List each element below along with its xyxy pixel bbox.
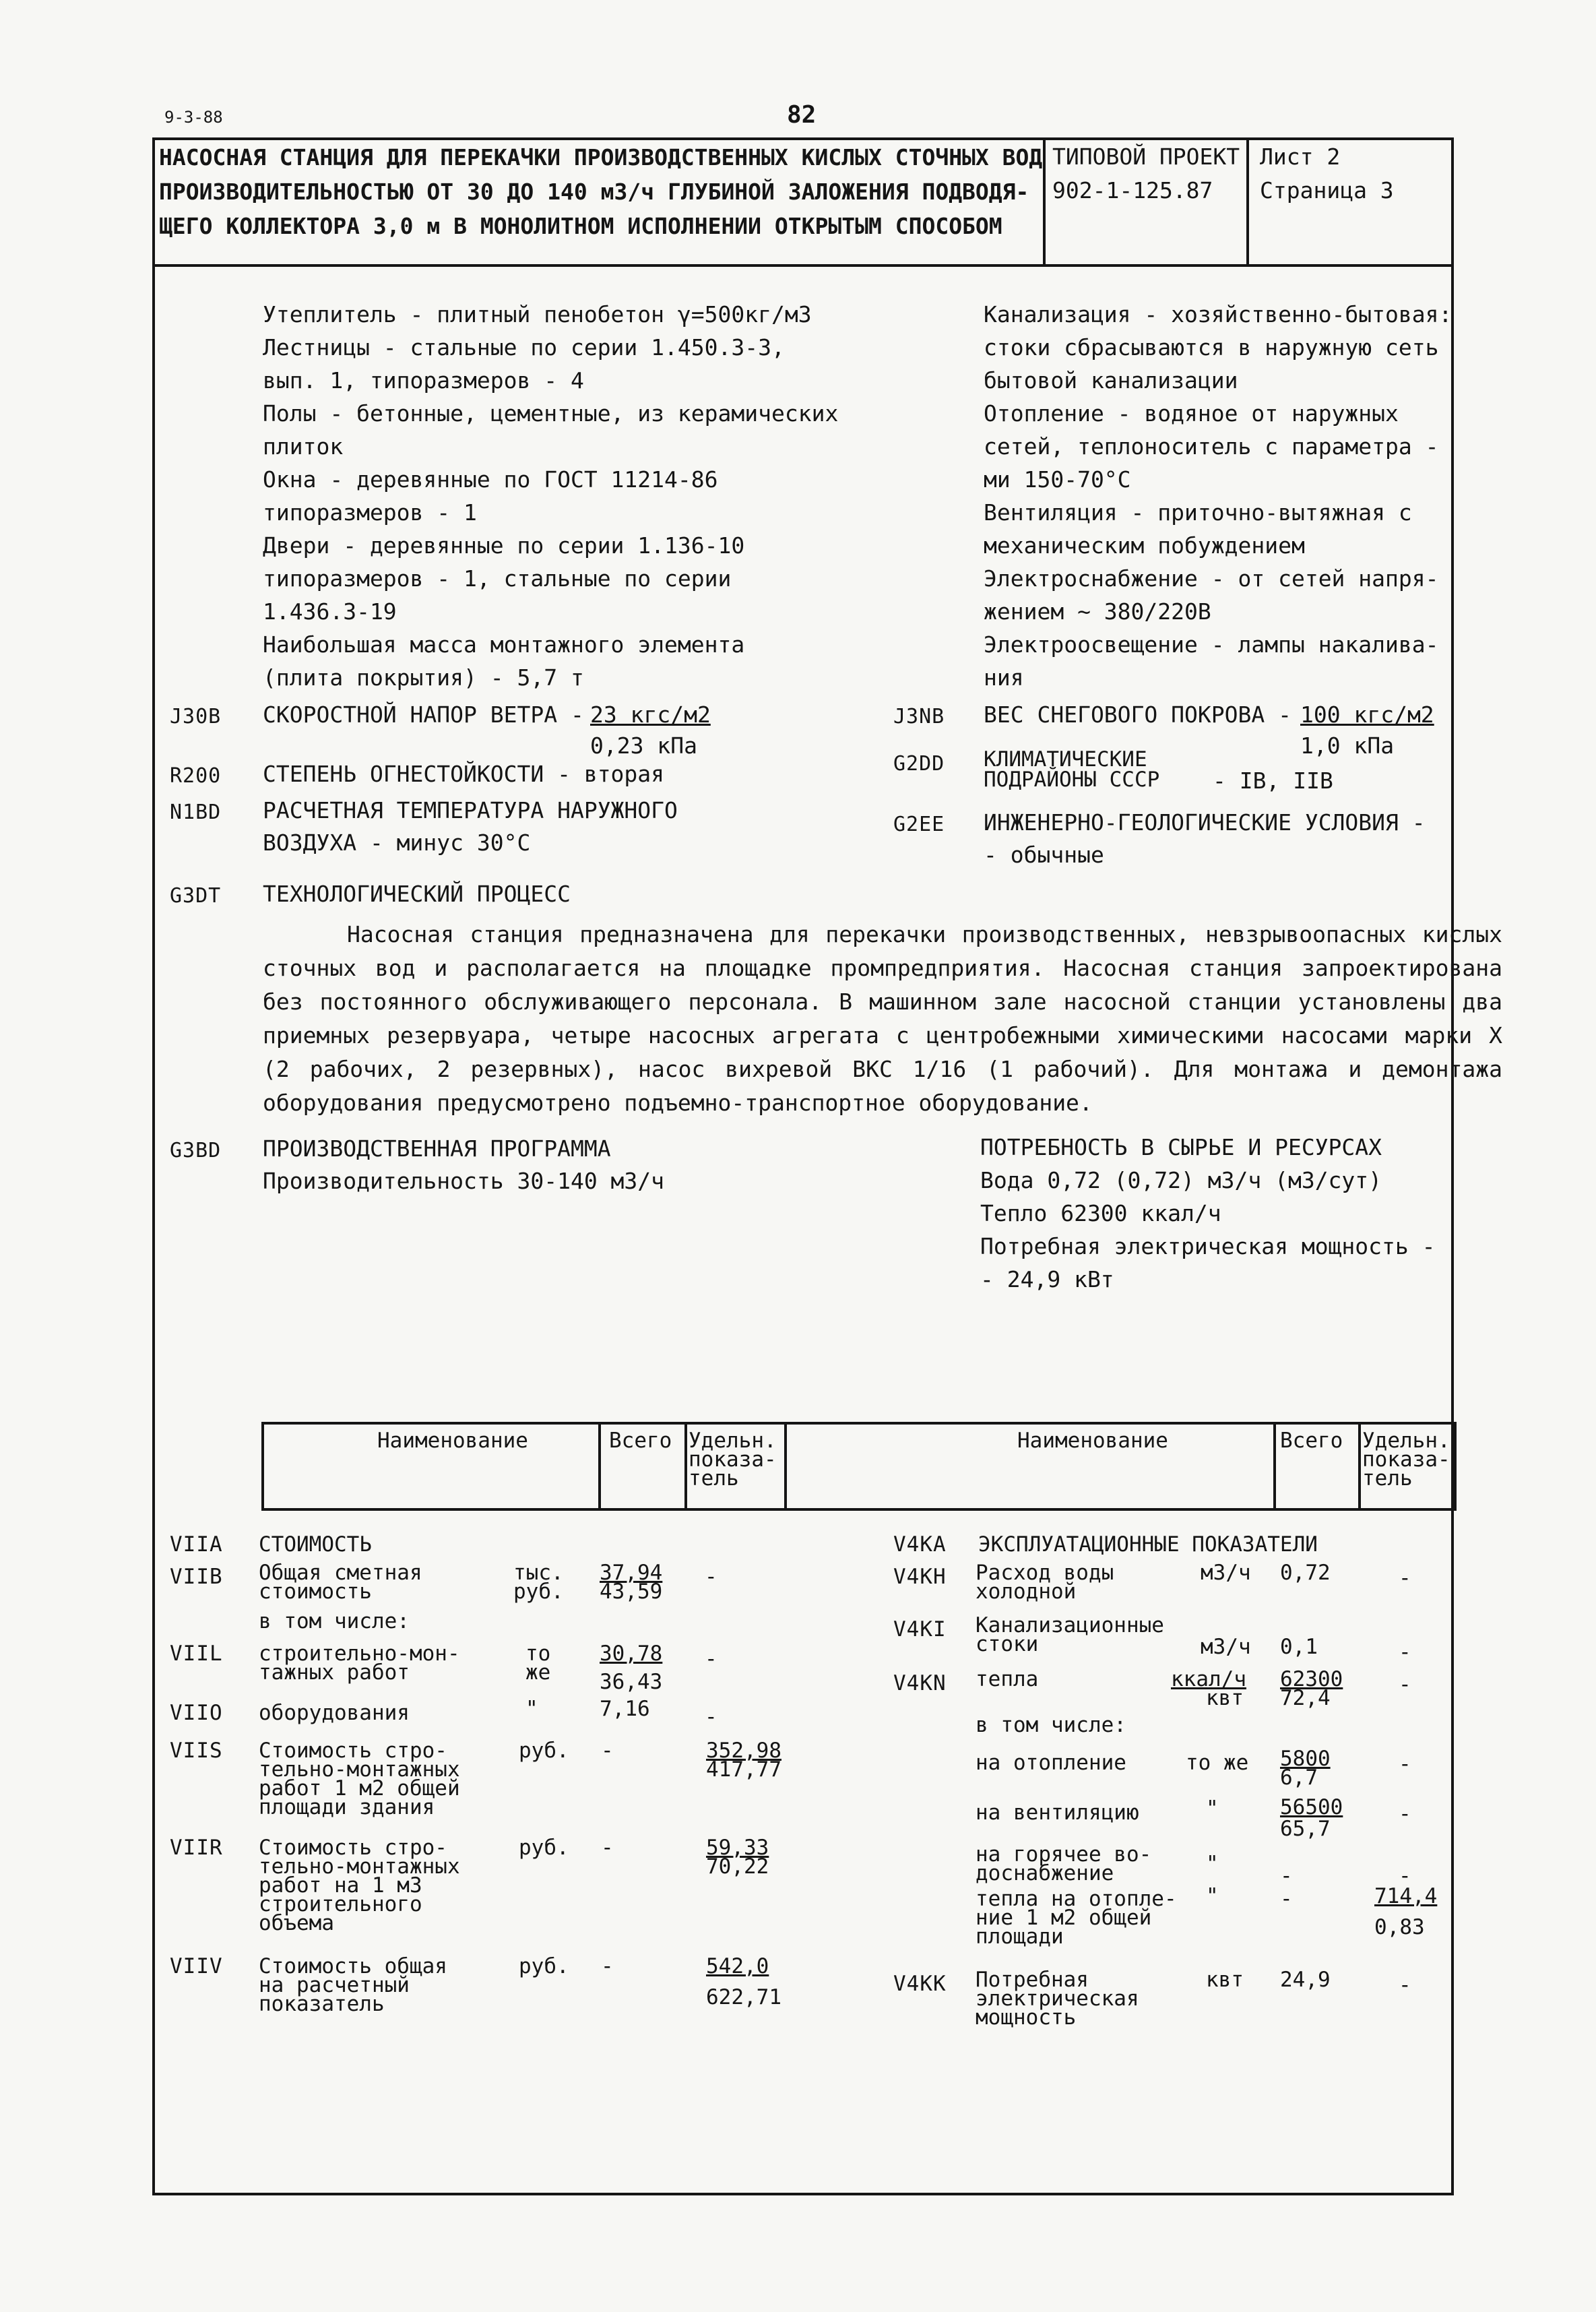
services-line: ния [984,664,1024,691]
exploitation-heading-code: V4KA [893,1532,947,1557]
table-row-total: 6,7 [1280,1766,1318,1790]
materials-line: вып. 1, типоразмеров - 4 [263,367,584,394]
table-row-name: работ на 1 м3 [259,1873,422,1898]
services-list [984,298,1452,694]
wind-code: J30B [170,705,222,728]
table-row-name: ние 1 м2 общей [976,1906,1152,1930]
table-row-unit: ккал/ч [1171,1667,1246,1691]
table-row-specific: 622,71 [706,1985,781,2009]
title-block-divider [152,264,1451,267]
table-row-name: объема [259,1911,334,1935]
materials-line: Наибольшая масса монтажного элемента [263,631,745,658]
cost-heading-code: VIIA [170,1532,223,1557]
table-row-name: работ 1 м2 общей [259,1776,460,1801]
climate-label-1: КЛИМАТИЧЕСКИЕ [984,747,1147,772]
table-row-code: V4KI [893,1617,947,1642]
table-row-total: 0,72 [1280,1561,1331,1585]
table-row-name: Стоимость стро- [259,1739,447,1763]
table-row-name: на вентиляцию [976,1801,1139,1825]
temp-label-1: РАСЧЕТНАЯ ТЕМПЕРАТУРА НАРУЖНОГО [263,797,678,823]
table-row-specific: 352,98 [706,1739,781,1763]
table-row-specific: - [705,1705,717,1729]
materials-line: типоразмеров - 1 [263,499,477,526]
process-text: Насосная станция предназначена для перекачки производственных, невзрывоопасных кислых сточных вод и располагается на площадке промпредприятия. Насосная станция запроектирована без постоянного обслуживающего персонала. В машинном зале насосной станции установлены два приемных резервуара, четыре насосных агрегата с центробежными химическими насосами марки Х (2 рабочих, 2 резервных), насос вихревой ВКС 1/16 (1 рабочий). Для монтажа и демонтажа оборудования предусмотрено подъемно-транспортное оборудование. [263,921,1502,1116]
resources-line: Вода 0,72 (0,72) м3/ч (м3/сут) [980,1167,1382,1193]
table-row-code: VIIS [170,1739,223,1763]
table-row-name: строительного [259,1892,422,1916]
table-row-unit: руб. [519,1739,569,1763]
table-row-name: тельно-монтажных [259,1757,460,1782]
table-row-total: 72,4 [1280,1686,1331,1710]
table-row-specific: 417,77 [706,1757,781,1782]
table-row-name: Стоимость стро- [259,1836,447,1860]
table-row-total: - [1280,1864,1293,1888]
table-row-name: тельно-монтажных [259,1854,460,1879]
table-row-total: 36,43 [600,1670,663,1694]
table-row-total: - [601,1739,614,1763]
table-row-specific: 714,4 [1374,1884,1438,1908]
table-row-unit: руб. [519,1836,569,1860]
table-row-name: на расчетный [259,1973,410,1997]
header-total-right: Всего [1280,1429,1343,1453]
table-row-code: VIIB [170,1565,223,1589]
materials-list [263,298,838,694]
geo-label-1: ИНЖЕНЕРНО-ГЕОЛОГИЧЕСКИЕ УСЛОВИЯ - [984,809,1426,836]
climate-value: - IВ, IIВ [1213,768,1333,794]
table-row-specific: - [1399,1864,1411,1888]
table-row-total: - [601,1836,614,1860]
table-row-name: на отопление [976,1751,1126,1775]
table-row-code: VIIR [170,1836,223,1860]
table-row-name: стоимость [259,1580,372,1604]
wind-value-kpa: 0,23 кПа [590,732,697,759]
services-line: стоки сбрасываются в наружную сеть [984,334,1439,361]
wind-value: 23 кгс/м2 [590,701,711,728]
table-row-name: Общая сметная [259,1561,422,1585]
header-specific-right-1: Удельн. [1362,1429,1450,1453]
materials-line: Двери - деревянные по серии 1.136-10 [263,532,745,559]
temp-code: N1BD [170,801,222,824]
materials-line: плиток [263,433,344,460]
table-row-specific: - [1399,1673,1411,1697]
table-row-unit: м3/ч [1201,1561,1251,1585]
table-row-name: тажных работ [259,1660,410,1685]
table-row-code: VIIO [170,1701,223,1725]
program-heading: ПРОИЗВОДСТВЕННАЯ ПРОГРАММА [263,1135,611,1162]
table-row-name: доснабжение [976,1861,1114,1885]
table-row-name: на горячее во- [976,1842,1152,1867]
resources-line: - 24,9 кВт [980,1266,1114,1292]
table-row-specific: 0,83 [1374,1915,1425,1939]
services-line: ми 150-70°С [984,466,1131,493]
table-row-code: V4KH [893,1565,947,1589]
table-row-specific: 59,33 [706,1836,769,1860]
table-row-total: 7,16 [600,1697,650,1721]
table-row-name: Расход воды [976,1561,1114,1585]
fire-resistance: СТЕПЕНЬ ОГНЕСТОЙКОСТИ - вторая [263,761,665,787]
table-row-name: электрическая [976,1987,1139,2011]
services-line: Электроосвещение - лампы накалива- [984,631,1439,658]
table-row-unit: " [525,1697,538,1721]
materials-line: типоразмеров - 1, стальные по серии [263,565,732,592]
table-row-name: тепла на отопле- [976,1887,1177,1911]
table-row-unit: квт [1206,1686,1244,1710]
table-row-specific: - [1399,1973,1411,1997]
table-row-total: 24,9 [1280,1968,1331,1992]
table-row-total: 43,59 [600,1580,663,1604]
resources-line: Тепло 62300 ккал/ч [980,1200,1221,1226]
table-row-unit: то же [1186,1751,1249,1775]
table-row-name: стоки [976,1632,1039,1656]
table-row-total: 56500 [1280,1795,1343,1819]
process-code: G3DT [170,884,222,908]
materials-line: Утеплитель - плитный пенобетон γ=500кг/м3 [263,301,812,327]
snow-label: ВЕС СНЕГОВОГО ПОКРОВА - [984,701,1291,728]
table-row-subhead: в том числе: [976,1713,1126,1737]
program-value: Производительность 30-140 м3/ч [263,1168,665,1194]
table-row-name: холодной [976,1580,1077,1604]
table-row-name: показатель [259,1992,385,2016]
geo-code: G2EE [893,813,945,836]
services-line: бытовой канализации [984,367,1238,394]
table-row-unit: квт [1206,1968,1244,1992]
materials-line: Лестницы - стальные по серии 1.450.3-3, [263,334,785,361]
resources-line: Потребная электрическая мощность - [980,1233,1436,1259]
program-code: G3BD [170,1139,222,1162]
table-row-specific: - [1399,1752,1411,1776]
header-specific-right-2: показа- [1362,1447,1450,1472]
services-line: Электроснабжение - от сетей напря- [984,565,1439,592]
table-row-name: оборудования [259,1701,410,1725]
table-row-total: 62300 [1280,1667,1343,1691]
exploitation-heading: ЭКСПЛУАТАЦИОННЫЕ ПОКАЗАТЕЛИ [978,1532,1318,1557]
materials-line: 1.436.3-19 [263,598,397,625]
services-line: механическим побуждением [984,532,1305,559]
table-row-code: V4KN [893,1671,947,1695]
wind-label: СКОРОСТНОЙ НАПОР ВЕТРА - [263,701,584,728]
table-row-unit: " [1206,1797,1219,1821]
snow-code: J3NB [893,705,945,728]
title-block-vline-1 [1043,137,1046,267]
resources-heading: ПОТРЕБНОСТЬ В СЫРЬЕ И РЕСУРСАХ [980,1134,1382,1160]
snow-value-kpa: 1,0 кПа [1300,732,1395,759]
table-row-specific: - [1399,1566,1411,1590]
table-row-unit: " [1206,1852,1219,1876]
materials-line: Окна - деревянные по ГОСТ 11214-86 [263,466,718,493]
table-row-name: Потребная [976,1968,1089,1992]
project-number: 902-1-125.87 [1052,177,1213,204]
table-row-unit: " [1206,1884,1219,1908]
table-row-unit: же [525,1660,551,1685]
table-row-specific: - [1399,1640,1411,1664]
services-line: Канализация - хозяйственно-бытовая: [984,301,1453,327]
header-name-right: Наименование [1017,1429,1168,1453]
table-row-code: VIIV [170,1954,223,1978]
header-specific-3: тель [689,1466,739,1491]
header-total: Всего [609,1429,672,1453]
table-row-name: площади здания [259,1795,435,1819]
temp-label-2: ВОЗДУХА - минус 30°С [263,830,531,856]
table-row-unit: м3/ч [1201,1635,1251,1659]
page-number: 82 [787,101,817,129]
table-row-code: VIIL [170,1642,223,1666]
series-mark: 9-3-88 [164,108,223,127]
table-row-code: V4KK [893,1972,947,1996]
table-row-unit: руб. [513,1580,564,1604]
services-line: Отопление - водяное от наружных [984,400,1399,427]
services-line: Вентиляция - приточно-вытяжная с [984,499,1412,526]
table-row-specific: - [705,1565,717,1589]
table-row-unit: руб. [519,1954,569,1978]
header-name: Наименование [377,1429,528,1453]
title-block-vline-2 [1246,137,1249,267]
geo-label-2: - обычные [984,842,1104,868]
table-row-name: тепла [976,1667,1039,1691]
page-label: Страница 3 [1260,177,1394,204]
table-row-unit: то [525,1642,551,1666]
sheet-label: Лист 2 [1260,144,1341,170]
table-row-specific: - [1399,1802,1411,1826]
table-row-specific: 542,0 [706,1954,769,1978]
header-specific-right-3: тель [1362,1466,1413,1491]
table-row-total: 30,78 [600,1642,663,1666]
cost-heading: СТОИМОСТЬ [259,1532,372,1557]
table-row-total: 37,94 [600,1561,663,1585]
table-row-name: Канализационные [976,1613,1164,1637]
table-row-total: - [601,1954,614,1978]
table-row-name: мощность [976,2005,1077,2030]
table-row-name: Стоимость общая [259,1954,447,1978]
climate-code: G2DD [893,752,945,776]
table-row-total: 65,7 [1280,1817,1331,1841]
table-row-total: 0,1 [1280,1635,1318,1659]
table-row-name: площади [976,1925,1064,1949]
header-specific-1: Удельн. [689,1429,777,1453]
table-row-subhead: в том числе: [259,1609,410,1633]
table-row-total: 5800 [1280,1747,1331,1771]
table-row-name: строительно-мон- [259,1642,460,1666]
materials-line: (плита покрытия) - 5,7 т [263,664,584,691]
table-row-total: - [1280,1887,1293,1911]
process-heading: ТЕХНОЛОГИЧЕСКИЙ ПРОЦЕСС [263,881,571,907]
services-line: жением ~ 380/220В [984,598,1211,625]
resources-block [980,1131,1436,1296]
services-line: сетей, теплоноситель с параметра - [984,433,1439,460]
project-label: ТИПОВОЙ ПРОЕКТ [1052,144,1240,170]
table-row-specific: - [705,1647,717,1671]
snow-value: 100 кгс/м2 [1300,701,1434,728]
materials-line: Полы - бетонные, цементные, из керамических [263,400,839,427]
table-row-unit: тыс. [513,1561,564,1585]
climate-label-2: ПОДРАЙОНЫ СССР [984,768,1160,792]
fire-code: R200 [170,764,222,788]
table-row-specific: 70,22 [706,1854,769,1879]
header-specific-2: показа- [689,1447,777,1472]
document-title: НАСОСНАЯ СТАНЦИЯ ДЛЯ ПЕРЕКАЧКИ ПРОИЗВОДСТВЕННЫХ КИСЛЫХ СТОЧНЫХ ВОД ПРОИЗВОДИТЕЛЬНОСТЬЮ ОТ 30 ДО 140 м3/ч ГЛУБИНОЙ ЗАЛОЖЕНИЯ ПОДВОДЯ- ЩЕГО КОЛЛЕКТОРА 3,0 м В МОНОЛИТНОМ ИСПОЛНЕНИИ ОТКРЫТЫМ СПОСОБОМ [159,144,1043,239]
